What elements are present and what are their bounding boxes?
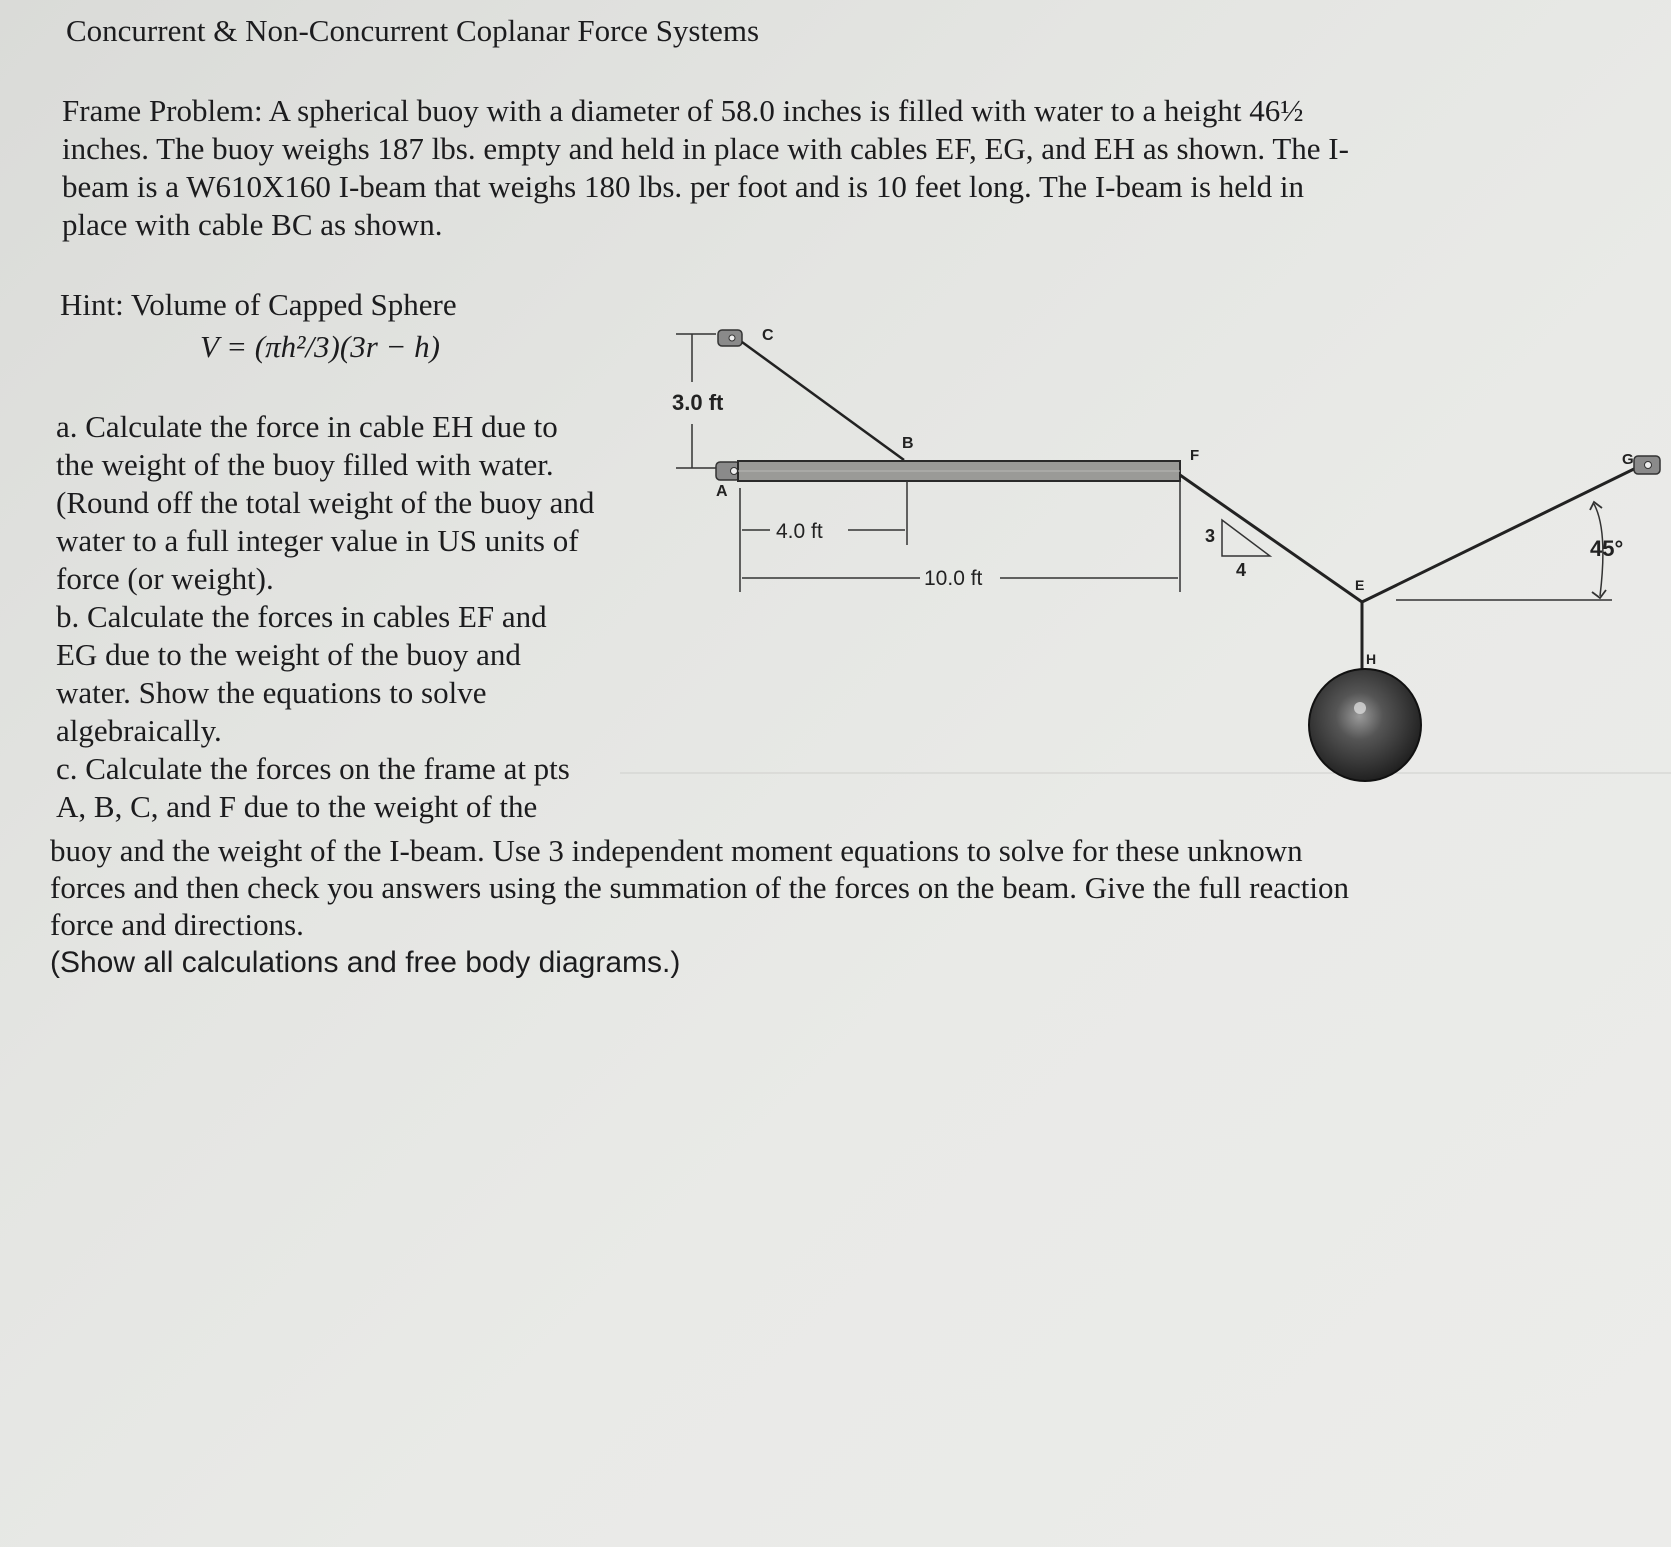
question-line: A, B, C, and F due to the weight of the [56, 789, 538, 824]
pin-c-icon [729, 335, 735, 341]
angle-label: 45° [1590, 536, 1624, 561]
problem-line: inches. The buoy weighs 187 lbs. empty and held in place with cables EF, EG, and EH as shown. The I- [62, 131, 1349, 166]
question-line: forces and then check you answers using the summation of the forces on the beam. Give the full reaction [50, 870, 1350, 905]
label-e: E [1355, 577, 1365, 593]
label-f: F [1190, 447, 1200, 464]
slope-rise-label: 3 [1205, 526, 1216, 546]
slope-triangle [1222, 520, 1270, 556]
question-line: buoy and the weight of the I-beam. Use 3 independent moment equations to solve for these unknown [50, 833, 1303, 868]
slope-run-label: 4 [1236, 560, 1247, 580]
hint-title: Hint: Volume of Capped Sphere [60, 287, 457, 322]
label-h: H [1366, 651, 1377, 667]
question-line: water. Show the equations to solve [56, 675, 487, 710]
cable-bc [742, 342, 904, 460]
pin-a-icon [731, 468, 738, 475]
buoy [1309, 669, 1421, 781]
question-line: b. Calculate the forces in cables EF and [56, 599, 547, 634]
label-b: B [902, 435, 914, 452]
label-c: C [762, 327, 774, 344]
label-a: A [716, 483, 728, 500]
question-line: force and directions. [50, 907, 304, 942]
question-line: force (or weight). [56, 561, 274, 596]
dim-vertical-label: 3.0 ft [672, 390, 724, 415]
label-g: G [1622, 451, 1634, 468]
question-line: water to a full integer value in US units of [56, 523, 579, 558]
question-line: algebraically. [56, 713, 222, 748]
question-line: c. Calculate the forces on the frame at pts [56, 751, 570, 786]
problem-line: beam is a W610X160 I-beam that weighs 180 lbs. per foot and is 10 feet long. The I-beam is held in [62, 169, 1305, 204]
question-line: (Round off the total weight of the buoy and [56, 485, 595, 520]
question-line: a. Calculate the force in cable EH due to [56, 409, 558, 444]
problem-line: place with cable BC as shown. [62, 207, 443, 242]
problem-line: Frame Problem: A spherical buoy with a diameter of 58.0 inches is filled with water to a height 46½ [62, 93, 1304, 128]
dim-af-label: 10.0 ft [924, 567, 983, 590]
dim-ab-label: 4.0 ft [776, 520, 823, 543]
pin-g-icon [1645, 462, 1652, 469]
dim-ab [740, 481, 907, 545]
buoy-highlight [1354, 702, 1366, 714]
page-title: Concurrent & Non-Concurrent Coplanar Force Systems [66, 13, 760, 48]
question-line: the weight of the buoy filled with water. [56, 447, 554, 482]
cable-eg [1362, 468, 1636, 602]
show-work-note: (Show all calculations and free body diagrams.) [50, 946, 681, 979]
question-line: EG due to the weight of the buoy and [56, 637, 521, 672]
hint-equation: V = (πh²/3)(3r − h) [200, 329, 441, 364]
angle-arrow-bottom-icon [1592, 590, 1606, 598]
